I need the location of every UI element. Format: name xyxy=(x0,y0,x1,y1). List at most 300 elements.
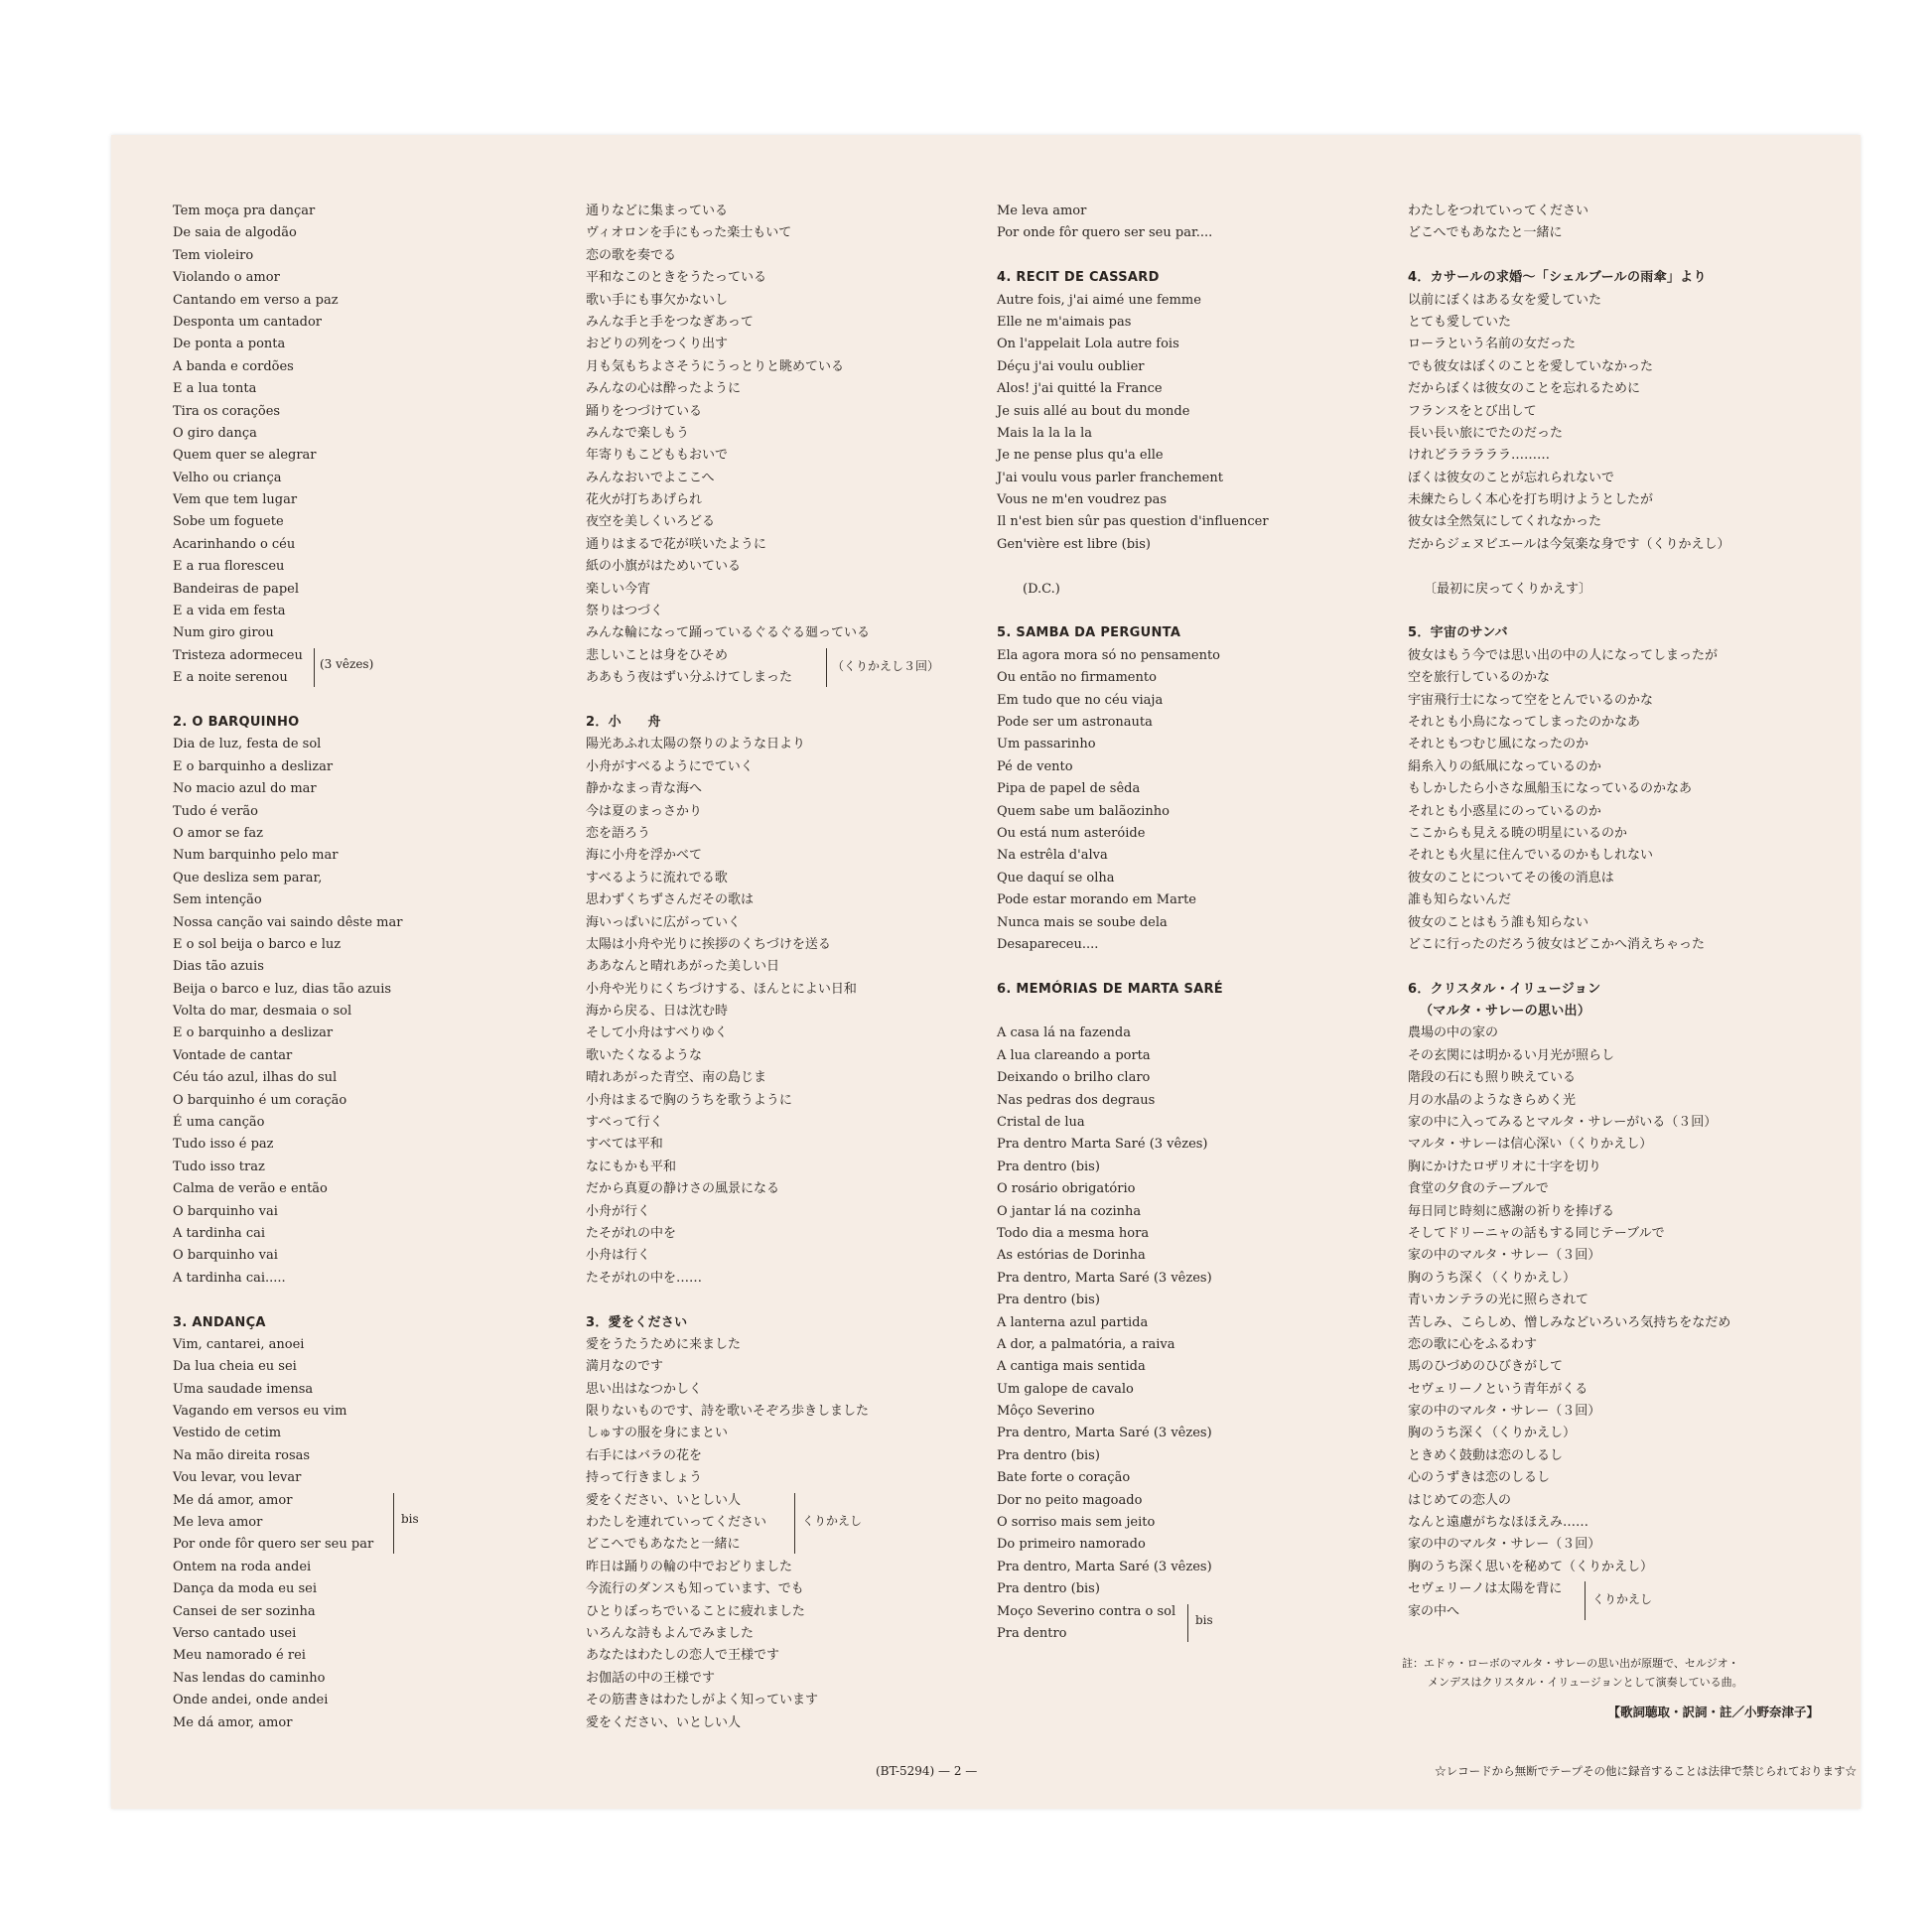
lyric-line: Nas pedras dos degraus xyxy=(997,1092,1156,1108)
lyric-line: その玄関には明かるい月光が照らし xyxy=(1408,1047,1615,1063)
lyric-line: Gen'vière est libre (bis) xyxy=(997,536,1151,552)
lyric-line: Vim, cantarei, anoei xyxy=(173,1336,305,1352)
lyric-line: セヴェリーノという青年がくる xyxy=(1408,1381,1588,1397)
lyric-line: 階段の石にも照り映えている xyxy=(1408,1070,1577,1086)
lyric-sheet xyxy=(111,135,1861,1809)
lyric-line: Pode ser um astronauta xyxy=(997,714,1153,730)
repeat-brace xyxy=(826,648,827,687)
lyric-line: Desapareceu.... xyxy=(997,936,1099,952)
lyric-line: みんなで楽しもう xyxy=(586,425,690,441)
lyric-line: Pra dentro, Marta Saré (3 vêzes) xyxy=(997,1559,1212,1574)
lyric-line: 心のうずきは恋のしるし xyxy=(1408,1470,1551,1486)
song-title: 6. MEMÓRIAS DE MARTA SARÉ xyxy=(997,981,1223,997)
lyric-line: Elle ne m'aimais pas xyxy=(997,314,1132,330)
repeat-group xyxy=(586,1490,870,1557)
catalog-number: (BT-5294) — 2 — xyxy=(876,1764,978,1778)
lyric-block xyxy=(173,1490,402,1557)
lyric-line: Na estrêla d'alva xyxy=(997,848,1108,864)
song-title: 2．小 舟 xyxy=(586,714,661,730)
lyric-line: ときめく鼓動は恋のしるし xyxy=(1408,1447,1564,1463)
lyric-line: E o sol beija o barco e luz xyxy=(173,936,342,952)
lyric-line: Ela agora mora só no pensamento xyxy=(997,647,1220,663)
lyric-line: 宇宙飛行士になって空をとんでいるのかな xyxy=(1408,692,1654,708)
lyric-line: E a lua tonta xyxy=(173,381,257,397)
lyric-line: 悲しいことは身をひそめ xyxy=(586,647,729,663)
repeat-label: くりかえし xyxy=(802,1513,863,1528)
repeat-group xyxy=(173,1490,419,1557)
lyric-line: Ou está num asteróide xyxy=(997,825,1146,841)
lyric-line: 歌いたくなるような xyxy=(586,1047,703,1063)
lyric-line: セヴェリーノは太陽を背に xyxy=(1408,1581,1563,1597)
lyric-line: De saia de algodão xyxy=(173,225,297,241)
lyric-line: 馬のひづめのひびきがして xyxy=(1408,1359,1564,1375)
lyric-block xyxy=(586,645,870,690)
repeat-marker: (D.C.) xyxy=(1023,581,1060,597)
lyric-line: Tira os corações xyxy=(173,403,281,419)
lyric-line: そしてドリーニャの話もする同じテーブルで xyxy=(1408,1225,1665,1241)
repeat-marker: 〔最初に戻ってくりかえす〕 xyxy=(1424,581,1592,597)
lyric-line: 胸にかけたロザリオに十字を切り xyxy=(1408,1159,1601,1174)
lyric-line: 家の中のマルタ・サレー（３回） xyxy=(1408,1537,1601,1553)
lyric-line: Mais la la la la xyxy=(997,425,1093,441)
song-subtitle: （マルタ・サレーの思い出） xyxy=(1420,1004,1591,1020)
column-3 xyxy=(997,201,1269,1645)
lyric-line: はじめての恋人の xyxy=(1408,1492,1512,1508)
lyric-line: 紙の小旗がはためいている xyxy=(586,559,742,575)
lyric-line: Déçu j'ai voulu oublier xyxy=(997,358,1145,374)
lyric-line: Vagando em versos eu vim xyxy=(173,1404,347,1420)
column-2 xyxy=(586,201,940,1734)
lyric-line: 農場の中の家の xyxy=(1408,1025,1499,1041)
lyric-line: J'ai voulu vous parler franchement xyxy=(997,470,1223,485)
lyric-block xyxy=(997,1601,1269,1646)
lyric-line: O barquinho vai xyxy=(173,1203,278,1219)
note-line: メンデスはクリスタル・イリュージョンとして演奏している曲。 xyxy=(1428,1676,1743,1689)
lyric-line: 青いカンテラの光に照らされて xyxy=(1408,1293,1589,1308)
lyric-line: けれどラララララ……… xyxy=(1408,448,1551,464)
lyric-line: ここからも見える暁の明星にいるのか xyxy=(1408,825,1628,841)
lyric-line: それとも小鳥になってしまったのかなあ xyxy=(1408,714,1641,730)
lyric-line: お伽話の中の王様です xyxy=(586,1670,716,1686)
lyric-line: 月の水晶のようなきらめく光 xyxy=(1408,1092,1577,1108)
lyric-line: 海いっぱいに広がっていく xyxy=(586,914,742,930)
lyric-line: Me dá amor, amor xyxy=(173,1714,293,1730)
column-1 xyxy=(173,201,419,1734)
lyric-line: O giro dança xyxy=(173,425,257,441)
lyric-block xyxy=(1408,290,1730,557)
lyric-block xyxy=(586,201,870,645)
lyric-line: Pra dentro (bis) xyxy=(997,1293,1100,1308)
lyric-line: 通りはまるで花が咲いたように xyxy=(586,536,766,552)
lyric-block xyxy=(997,290,1269,557)
lyric-line: どこへでもあなたと一緒に xyxy=(1408,225,1563,241)
lyric-line: Velho ou criança xyxy=(173,470,282,485)
lyric-line: Quem quer se alegrar xyxy=(173,448,317,464)
credit-line: 【歌詞聴取・訳詞・註／小野奈津子】 xyxy=(1607,1705,1819,1719)
lyric-line: おどりの列をつくり出す xyxy=(586,337,729,352)
song-title: 4. RECIT DE CASSARD xyxy=(997,270,1160,286)
lyric-line: なんと遠慮がちなほほえみ…… xyxy=(1408,1515,1589,1531)
lyric-block xyxy=(997,1023,1269,1600)
repeat-brace xyxy=(794,1493,795,1554)
lyric-line: Cristal de lua xyxy=(997,1115,1085,1131)
lyric-line: Que daquí se olha xyxy=(997,870,1115,886)
lyric-line: 家の中に入ってみるとマルタ・サレーがいる（３回） xyxy=(1408,1115,1718,1131)
lyric-line: 歌い手にも事欠かないし xyxy=(586,292,729,308)
lyric-block xyxy=(586,734,870,1290)
lyric-block xyxy=(997,201,1269,245)
lyric-line: Pode estar morando em Marte xyxy=(997,892,1196,908)
lyric-line: すべては平和 xyxy=(586,1137,663,1153)
repeat-label: bis xyxy=(401,1511,419,1526)
song-title: 3．愛をください xyxy=(586,1314,688,1330)
song-title: 3. ANDANÇA xyxy=(173,1314,266,1330)
lyric-line: Autre fois, j'ai aimé une femme xyxy=(997,292,1201,308)
lyric-line: A lanterna azul partida xyxy=(997,1314,1149,1330)
lyric-line: Vontade de cantar xyxy=(173,1047,293,1063)
lyric-line: 踊りをつづけている xyxy=(586,403,703,419)
lyric-line: 月も気もちよさそうにうっとりと眺めている xyxy=(586,358,845,374)
lyric-block xyxy=(173,734,402,1290)
lyric-line: Em tudo que no céu viaja xyxy=(997,692,1164,708)
lyric-line: Dança da moda eu sei xyxy=(173,1581,317,1597)
lyric-line: 胸のうち深く（くりかえし） xyxy=(1408,1270,1577,1286)
lyric-line: Bandeiras de papel xyxy=(173,581,300,597)
lyric-line: なにもかも平和 xyxy=(586,1159,677,1174)
lyric-line: Me leva amor xyxy=(173,1515,263,1531)
lyric-line: Vous ne m'en voudrez pas xyxy=(997,492,1167,508)
lyric-line: Ou então no firmamento xyxy=(997,670,1157,686)
lyric-line: Moço Severino contra o sol xyxy=(997,1603,1176,1619)
lyric-line: 静かなまっ青な海へ xyxy=(586,781,703,797)
lyric-line: 愛をください、いとしい人 xyxy=(586,1714,742,1730)
lyric-line: Violando o amor xyxy=(173,270,280,286)
lyric-line: Il n'est bien sûr pas question d'influencer xyxy=(997,514,1269,530)
lyric-line: 絹糸入りの紙凧になっているのか xyxy=(1408,758,1602,774)
lyric-line: いろんな詩もよんでみました xyxy=(586,1626,755,1641)
lyric-line: 家の中のマルタ・サレー（３回） xyxy=(1408,1248,1601,1264)
lyric-line: Todo dia a mesma hora xyxy=(997,1225,1150,1241)
lyric-line: ぼくは彼女のことが忘れられないで xyxy=(1408,470,1615,485)
lyric-line: みんなの心は酔ったように xyxy=(586,381,742,397)
lyric-line: Môço Severino xyxy=(997,1404,1095,1420)
lyric-block xyxy=(173,201,402,645)
lyric-block xyxy=(173,1334,402,1490)
lyric-line: Beija o barco e luz, dias tão azuis xyxy=(173,981,392,997)
lyric-line: O barquinho é um coração xyxy=(173,1092,347,1108)
lyric-line: Pipa de papel de sêda xyxy=(997,781,1141,797)
lyric-line: 毎日同じ時刻に感謝の祈りを捧げる xyxy=(1408,1203,1615,1219)
lyric-line: 小舟が行く xyxy=(586,1203,651,1219)
lyric-line: Na mão direita rosas xyxy=(173,1447,311,1463)
lyric-line: 通りなどに集まっている xyxy=(586,204,729,218)
lyric-line: ああなんと晴れあがった美しい日 xyxy=(586,959,780,975)
lyric-line: Je suis allé au bout du monde xyxy=(997,403,1190,419)
lyric-line: Do primeiro namorado xyxy=(997,1537,1146,1553)
lyric-line: Onde andei, onde andei xyxy=(173,1693,329,1708)
lyric-line: Vou levar, vou levar xyxy=(173,1470,302,1486)
lyric-line: 今流行のダンスも知っています、でも xyxy=(586,1581,804,1597)
lyric-line: マルタ・サレーは信心深い（くりかえし） xyxy=(1408,1137,1653,1153)
lyric-block xyxy=(997,645,1269,956)
lyric-line: 満月なのです xyxy=(586,1359,664,1375)
lyric-line: Me leva amor xyxy=(997,204,1087,218)
lyric-line: Sobe um foguete xyxy=(173,514,284,530)
lyric-line: 持って行きましょう xyxy=(586,1470,703,1486)
lyric-line: Cantando em verso a paz xyxy=(173,292,339,308)
lyric-line: 夜空を美しくいろどる xyxy=(586,514,716,530)
lyric-line: Dia de luz, festa de sol xyxy=(173,737,322,752)
lyric-line: だから真夏の静けさの風景になる xyxy=(586,1181,780,1197)
lyric-line: 年寄りもこどももおいで xyxy=(586,448,729,464)
lyric-line: Desponta um cantador xyxy=(173,314,322,330)
lyric-line: ひとりぼっちでいることに疲れました xyxy=(586,1603,805,1619)
song-title: 4．カサールの求婚～「シェルブールの雨傘」より xyxy=(1408,270,1707,286)
lyric-line: A banda e cordões xyxy=(173,358,294,374)
lyric-line: E o barquinho a deslizar xyxy=(173,758,334,774)
lyric-line: どこに行ったのだろう彼女はどこかへ消えちゃった xyxy=(1408,936,1706,952)
lyric-line: 太陽は小舟や光りに挨拶のくちづけを送る xyxy=(586,936,831,952)
lyric-line: たそがれの中を xyxy=(586,1225,677,1241)
lyric-line: 今は夏のまっさかり xyxy=(586,803,703,819)
lyric-line: Ontem na roda andei xyxy=(173,1559,312,1574)
lyric-line: 恋の歌に心をふるわす xyxy=(1408,1336,1538,1352)
note-line: 註：エドゥ・ローボのマルタ・サレーの思い出が原題で、セルジオ・ xyxy=(1402,1657,1739,1670)
lyric-line: Quem sabe um balãozinho xyxy=(997,803,1170,819)
lyric-line: その筋書きはわたしがよく知っています xyxy=(586,1693,819,1708)
lyric-line: A tardinha cai xyxy=(173,1225,266,1241)
lyric-line: Da lua cheia eu sei xyxy=(173,1359,297,1375)
repeat-brace xyxy=(393,1493,394,1554)
lyric-line: Que desliza sem parar, xyxy=(173,870,323,886)
repeat-group xyxy=(173,645,402,690)
lyric-line: Volta do mar, desmaia o sol xyxy=(173,1004,352,1020)
lyric-line: 恋を語ろう xyxy=(586,825,651,841)
lyric-line: Cansei de ser sozinha xyxy=(173,1603,316,1619)
lyric-line: 花火が打ちあげられ xyxy=(586,492,703,508)
lyric-block xyxy=(1408,1023,1730,1578)
lyric-line: De ponta a ponta xyxy=(173,337,286,352)
lyric-line: 小舟はまるで胸のうちを歌うように xyxy=(586,1092,792,1108)
lyric-line: Acarinhando o céu xyxy=(173,536,296,552)
lyric-line: A lua clareando a porta xyxy=(997,1047,1151,1063)
lyric-line: 右手にはバラの花を xyxy=(586,1447,703,1463)
lyric-line: 食堂の夕食のテーブルで xyxy=(1408,1181,1549,1197)
repeat-label: bis xyxy=(1195,1612,1213,1627)
lyric-line: Pra dentro Marta Saré (3 vêzes) xyxy=(997,1137,1208,1153)
lyric-line: E a noite serenou xyxy=(173,670,288,686)
lyric-block xyxy=(1408,645,1730,956)
lyric-line: 恋の歌を奏でる xyxy=(586,247,677,263)
lyric-line: Alos! j'ai quitté la France xyxy=(997,381,1163,397)
lyric-block xyxy=(173,1557,402,1734)
lyric-line: 思い出はなつかしく xyxy=(586,1381,703,1397)
repeat-group xyxy=(1408,1578,1730,1623)
lyric-line: 平和なこのときをうたっている xyxy=(586,270,767,286)
lyric-line: Tudo é verão xyxy=(173,803,258,819)
lyric-line: Me dá amor, amor xyxy=(173,1492,293,1508)
song-title: 6．クリスタル・イリュージョン xyxy=(1408,981,1601,997)
lyric-line: 小舟がすべるようにでていく xyxy=(586,758,754,774)
lyric-line: 家の中へ xyxy=(1408,1603,1460,1619)
lyric-line: 昨日は踊りの輪の中でおどりました xyxy=(586,1559,793,1574)
lyric-line: 長い長い旅にでたのだった xyxy=(1408,425,1564,441)
lyric-line: それとも小惑星にのっているのか xyxy=(1408,803,1601,819)
lyric-line: 苦しみ、こらしめ、憎しみなどいろいろ気持ちをなだめ xyxy=(1408,1314,1731,1330)
lyric-line: 胸のうち深く（くりかえし） xyxy=(1408,1426,1577,1441)
lyric-line: No macio azul do mar xyxy=(173,781,317,797)
song-title: 5. SAMBA DA PERGUNTA xyxy=(997,625,1181,641)
lyric-line: あなたはわたしの恋人で王様です xyxy=(586,1648,780,1664)
lyric-line: でも彼女はぼくのことを愛していなかった xyxy=(1408,358,1654,374)
repeat-label: くりかえし xyxy=(1592,1592,1653,1607)
lyric-line: Tudo isso traz xyxy=(173,1159,265,1174)
lyric-line: 海に小舟を浮かべて xyxy=(586,848,703,864)
lyric-line: A cantiga mais sentida xyxy=(997,1359,1146,1375)
lyric-line: ローラという名前の女だった xyxy=(1408,337,1577,352)
lyric-line: É uma canção xyxy=(173,1115,265,1131)
lyric-line: A dor, a palmatória, a raiva xyxy=(997,1336,1175,1352)
lyric-line: みんな手と手をつなぎあって xyxy=(586,314,754,330)
repeat-brace xyxy=(1585,1581,1586,1620)
lyric-line: Num barquinho pelo mar xyxy=(173,848,339,864)
lyric-line: O barquinho vai xyxy=(173,1248,278,1264)
lyric-line: 家の中のマルタ・サレー（３回） xyxy=(1408,1404,1601,1420)
lyric-line: もしかしたら小さな風船玉になっているのかなあ xyxy=(1408,781,1693,797)
lyric-line: 小舟は行く xyxy=(586,1248,651,1264)
lyric-line: Dor no peito magoado xyxy=(997,1492,1143,1508)
lyric-line: 愛をうたうために来ました xyxy=(586,1336,742,1352)
lyric-line: すべって行く xyxy=(586,1115,663,1131)
lyric-line: Pra dentro (bis) xyxy=(997,1447,1100,1463)
lyric-line: 彼女は全然気にしてくれなかった xyxy=(1408,514,1602,530)
translator-note xyxy=(1402,1654,1743,1692)
lyric-line: 彼女のことはもう誰も知らない xyxy=(1408,914,1589,930)
lyric-line: Je ne pense plus qu'a elle xyxy=(997,448,1164,464)
lyric-block xyxy=(586,1334,870,1490)
lyric-line: わたしを連れていってください xyxy=(586,1515,767,1531)
repeat-label: （くりかえし３回） xyxy=(832,658,940,673)
lyric-line: ヴィオロンを手にもった楽士もいて xyxy=(586,225,792,241)
lyric-line: それともつむじ風になったのか xyxy=(1408,737,1589,752)
lyric-line: O jantar lá na cozinha xyxy=(997,1203,1142,1219)
lyric-line: とても愛していた xyxy=(1408,314,1512,330)
lyric-line: Dias tão azuis xyxy=(173,959,264,975)
lyric-line: Pra dentro (bis) xyxy=(997,1159,1100,1174)
lyric-line: Tudo isso é paz xyxy=(173,1137,274,1153)
lyric-line: Um galope de cavalo xyxy=(997,1381,1134,1397)
lyric-line: 限りないものです、詩を歌いそぞろ歩きしました xyxy=(586,1404,869,1420)
lyric-line: 未練たらしく本心を打ち明けようとしたが xyxy=(1408,492,1654,508)
column-4 xyxy=(1408,201,1730,1623)
lyric-line: Num giro girou xyxy=(173,625,274,641)
lyric-line: 誰も知らないんだ xyxy=(1408,892,1512,908)
lyric-line: 彼女はもう今では思い出の中の人になってしまったが xyxy=(1408,647,1719,663)
repeat-brace xyxy=(314,648,315,687)
lyric-line: 祭りはつづく xyxy=(586,604,664,619)
lyric-line: Tem moça pra dançar xyxy=(173,204,316,218)
lyric-line: 胸のうち深く思いを秘めて（くりかえし） xyxy=(1408,1559,1654,1574)
lyric-line: どこへでもあなたと一緒に xyxy=(586,1537,741,1553)
lyric-line: Vestido de cetim xyxy=(173,1426,282,1441)
lyric-line: Meu namorado é rei xyxy=(173,1648,306,1664)
repeat-brace xyxy=(1187,1604,1188,1643)
lyric-line: わたしをつれていってください xyxy=(1408,204,1589,218)
lyric-line: 以前にぼくはある女を愛していた xyxy=(1408,292,1602,308)
lyric-line: みんな輪になって踊っているぐるぐる廻っている xyxy=(586,625,871,641)
lyric-line: 小舟や光りにくちづけする、ほんとによい日和 xyxy=(586,981,857,997)
lyric-line: Um passarinho xyxy=(997,737,1096,752)
lyric-line: A casa lá na fazenda xyxy=(997,1025,1131,1041)
lyric-line: E a vida em festa xyxy=(173,604,286,619)
lyric-line: Nossa canção vai saindo dêste mar xyxy=(173,914,403,930)
lyric-block xyxy=(1408,1578,1730,1623)
lyric-line: Sem intenção xyxy=(173,892,262,908)
repeat-group xyxy=(997,1601,1269,1646)
lyric-line: O rosário obrigatório xyxy=(997,1181,1136,1197)
lyric-line: Nunca mais se soube dela xyxy=(997,914,1168,930)
lyric-line: Uma saudade imensa xyxy=(173,1381,314,1397)
lyric-line: 彼女のことについてその後の消息は xyxy=(1408,870,1614,886)
lyric-line: Por onde fôr quero ser seu par.... xyxy=(997,225,1213,241)
lyric-line: フランスをとび出して xyxy=(1408,403,1537,419)
lyric-line: E a rua floresceu xyxy=(173,559,285,575)
lyric-line: Pra dentro (bis) xyxy=(997,1581,1100,1597)
lyric-line: 思わずくちずさんだその歌は xyxy=(586,892,755,908)
lyric-line: 空を旅行しているのかな xyxy=(1408,670,1551,686)
lyric-line: Tristeza adormeceu xyxy=(173,647,303,663)
lyric-line: みんなおいでよここへ xyxy=(586,470,715,485)
lyric-line: Nas lendas do caminho xyxy=(173,1670,326,1686)
lyric-line: Deixando o brilho claro xyxy=(997,1070,1151,1086)
lyric-line: On l'appelait Lola autre fois xyxy=(997,337,1179,352)
lyric-line: だからぼくは彼女のことを忘れるために xyxy=(1408,381,1641,397)
lyric-line: Verso cantado usei xyxy=(173,1626,297,1641)
lyric-line: As estórias de Dorinha xyxy=(997,1248,1146,1264)
lyric-line: だからジェヌビエールは今気楽な身です（くりかえし） xyxy=(1408,536,1730,552)
song-title: 5．宇宙のサンバ xyxy=(1408,625,1508,641)
lyric-line: A tardinha cai..... xyxy=(173,1270,286,1286)
lyric-line: 陽光あふれ太陽の祭りのような日より xyxy=(586,737,806,752)
copyright-warning: ☆レコードから無断でテープその他に録音することは法律で禁じられております☆ xyxy=(1435,1764,1857,1778)
lyric-line: ああもう夜はずい分ふけてしまった xyxy=(586,670,793,686)
lyric-line: Pra dentro, Marta Saré (3 vêzes) xyxy=(997,1426,1212,1441)
lyric-line: Por onde fôr quero ser seu par xyxy=(173,1537,374,1553)
lyric-line: 楽しい今宵 xyxy=(586,581,651,597)
lyric-line: 晴れあがった青空、南の島じま xyxy=(586,1070,767,1086)
lyric-line: Pé de vento xyxy=(997,758,1073,774)
lyric-line: Tem violeiro xyxy=(173,247,254,263)
lyric-line: Pra dentro xyxy=(997,1626,1067,1641)
lyric-line: Calma de verão e então xyxy=(173,1181,328,1197)
repeat-group xyxy=(586,645,940,690)
lyric-line: そして小舟はすべりゆく xyxy=(586,1025,728,1041)
lyric-line: しゅすの服を身にまとい xyxy=(586,1426,729,1441)
lyric-line: Vem que tem lugar xyxy=(173,492,298,508)
lyric-block xyxy=(1408,201,1730,245)
lyric-line: E o barquinho a deslizar xyxy=(173,1025,334,1041)
lyric-line: すべるように流れでる歌 xyxy=(586,870,728,886)
lyric-line: Céu táo azul, ilhas do sul xyxy=(173,1070,338,1086)
lyric-line: 海から戻る、日は沈む時 xyxy=(586,1004,729,1020)
lyric-line: 愛をください、いとしい人 xyxy=(586,1492,742,1508)
lyric-line: O sorriso mais sem jeito xyxy=(997,1515,1156,1531)
song-title: 2. O BARQUINHO xyxy=(173,714,300,730)
lyric-line: たそがれの中を…… xyxy=(586,1270,703,1286)
lyric-line: それとも火星に住んでいるのかもしれない xyxy=(1408,848,1654,864)
lyric-line: Bate forte o coração xyxy=(997,1470,1131,1486)
lyric-line: Pra dentro, Marta Saré (3 vêzes) xyxy=(997,1270,1212,1286)
